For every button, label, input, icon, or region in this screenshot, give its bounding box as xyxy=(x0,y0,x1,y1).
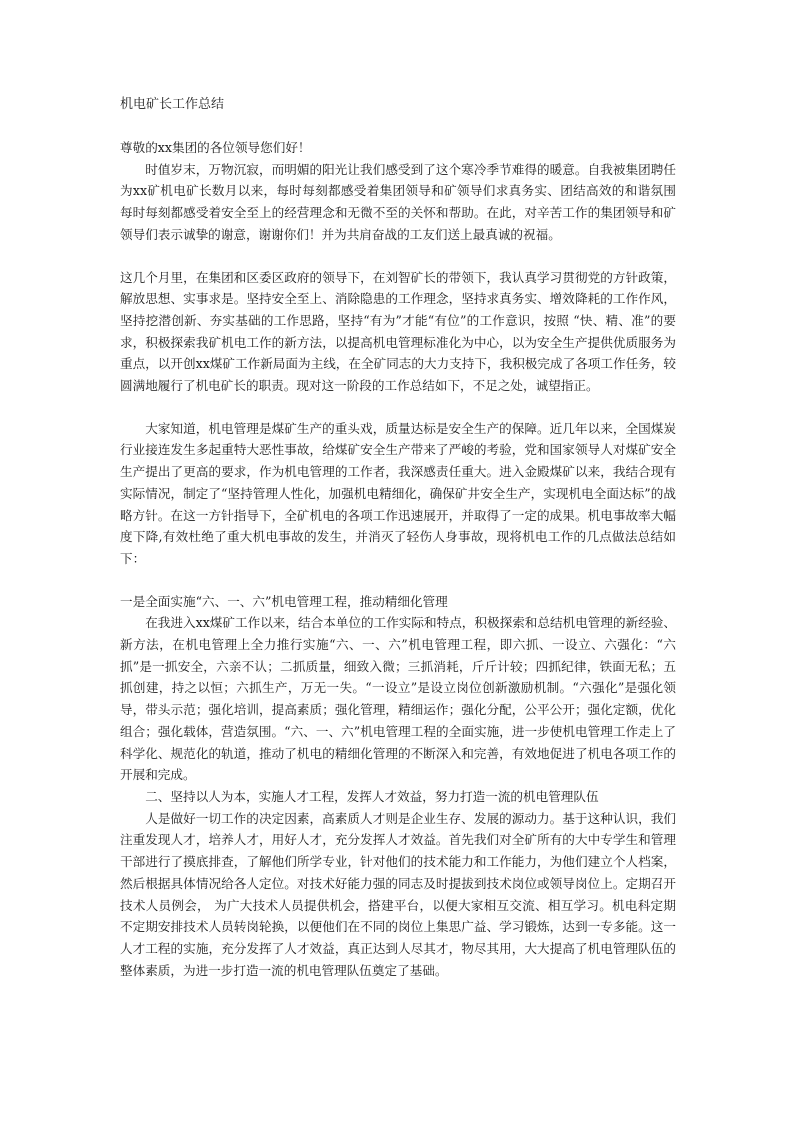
paragraph-review: 这几个月里，在集团和区委区政府的领导下，在刘智矿长的带领下，我认真学习贯彻党的方针政策，解放思想、实事求是。坚持安全至上、消除隐患的工作理念，坚持求真务实、增效降耗的工作作风，坚持挖潜创新、夯实基础的工作思路，坚持“有为”才能“有位”的工作意识，按照 “快、精、准”的要求，积极探索我矿机电工作的新方法，以提高机电管理标准化为中心，以为安全生产提供优质服务为重点，以开创xx煤矿工作新局面为主线，在全矿同志的大力支持下，我积极完成了各项工作任务，较圆满地履行了机电矿长的职责。现对这一阶段的工作总结如下，不足之处，诚望指正。 xyxy=(120,269,676,394)
paragraph-spacer xyxy=(120,246,676,267)
paragraph-spacer xyxy=(120,397,676,418)
section-heading-one: 一是全面实施“六、一、六”机电管理工程，推动精细化管理 xyxy=(120,593,448,609)
paragraph-context: 大家知道，机电管理是煤矿生产的重头戏，质量达标是安全生产的保障。近几年以来，全国煤炭行业接连发生多起重特大恶性事故，给煤矿安全生产带来了严峻的考验，党和国家领导人对煤矿安全生产提出了更高的要求，作为机电管理的工作者，我深感责任重大。进入金殿煤矿以来，我结合现有实际情况，制定了“坚持管理人性化，加强机电精细化，确保矿井安全生产，实现机电全面达标”的战略方针。在这一方针指导下，全矿机电的各项工作迅速展开，并取得了一定的成果。机电事故率大幅度下降,有效杜绝了重大机电事故的发生，并消灭了轻伤人身事故，现将机电工作的几点做法总结如下： xyxy=(120,420,676,566)
section-heading-two: 二、坚持以人为本，实施人才工程，发挥人才效益，努力打造一流的机电管理队伍 xyxy=(145,788,599,804)
paragraph-section-one: 在我进入xx煤矿工作以来，结合本单位的工作实际和特点，积极探索和总结机电管理的新经验、新方法，在机电管理上全力推行实施“六、一、六”机电管理工程，即六抓、一设立、六强化：“六抓”是一抓安全，六亲不认；二抓质量，细致入微；三抓消耗，斤斤计较；四抓纪律，铁面无私；五抓创建，持之以恒；六抓生产，万无一失。“一设立”是设立岗位创新激励机制。“六强化”是强化领导，带头示范；强化培训，提高素质；强化管理，精细运作；强化分配，公平公开；强化定额，优化组合；强化载体，营造氛围。“六、一、六”机电管理工程的全面实施，进一步使机电管理工作走上了科学化、规范化的轨道，推动了机电的精细化管理的不断深入和完善，有效地促进了机电各项工作的开展和完成。 xyxy=(120,615,676,783)
salutation: 尊敬的xx集团的各位领导您们好！ xyxy=(120,140,311,155)
paragraph-spacer xyxy=(120,570,676,591)
paragraph-opening: 时值岁末，万物沉寂，而明媚的阳光让我们感受到了这个寒冷季节难得的暖意。自我被集团聘任为xx矿机电矿长数月以来，每时每刻都感受着集团领导和矿领导们求真务实、团结高效的和谐氛围 每时每刻都感受着安全至上的经营理念和无微不至的关怀和帮助。在此，对辛苦工作的集团领导和矿领导们表示诚挚的谢意，谢谢你们！并为共肩奋战的工友们送上最真诚的祝福。 xyxy=(120,161,676,242)
paragraph-section-two: 人是做好一切工作的决定因素，高素质人才则是企业生存、发展的源动力。基于这种认识，我们注重发现人才，培养人才，用好人才，充分发挥人才效益。首先我们对全矿所有的大中专学生和管理干部进行了摸底排查，了解他们所学专业，针对他们的技术能力和工作能力，为他们建立个人档案，然后根据具体情况给各人定位。对技术好能力强的同志及时提拔到技术岗位或领导岗位上。定期召开技术人员例会， 为广大技术人员提供机会，搭建平台，以便大家相互交流、相互学习。机电科定期不定期安排技术人员转岗轮换，以便他们在不同的岗位上集思广益、学习锻炼，达到一专多能。这一人才工程的实施，充分发挥了人才效益，真正达到人尽其才，物尽其用，大大提高了机电管理队伍的整体素质，为进一步打造一流的机电管理队伍奠定了基础。 xyxy=(120,810,676,978)
document-page xyxy=(120,95,676,981)
document-title: 机电矿长工作总结 xyxy=(120,97,225,112)
